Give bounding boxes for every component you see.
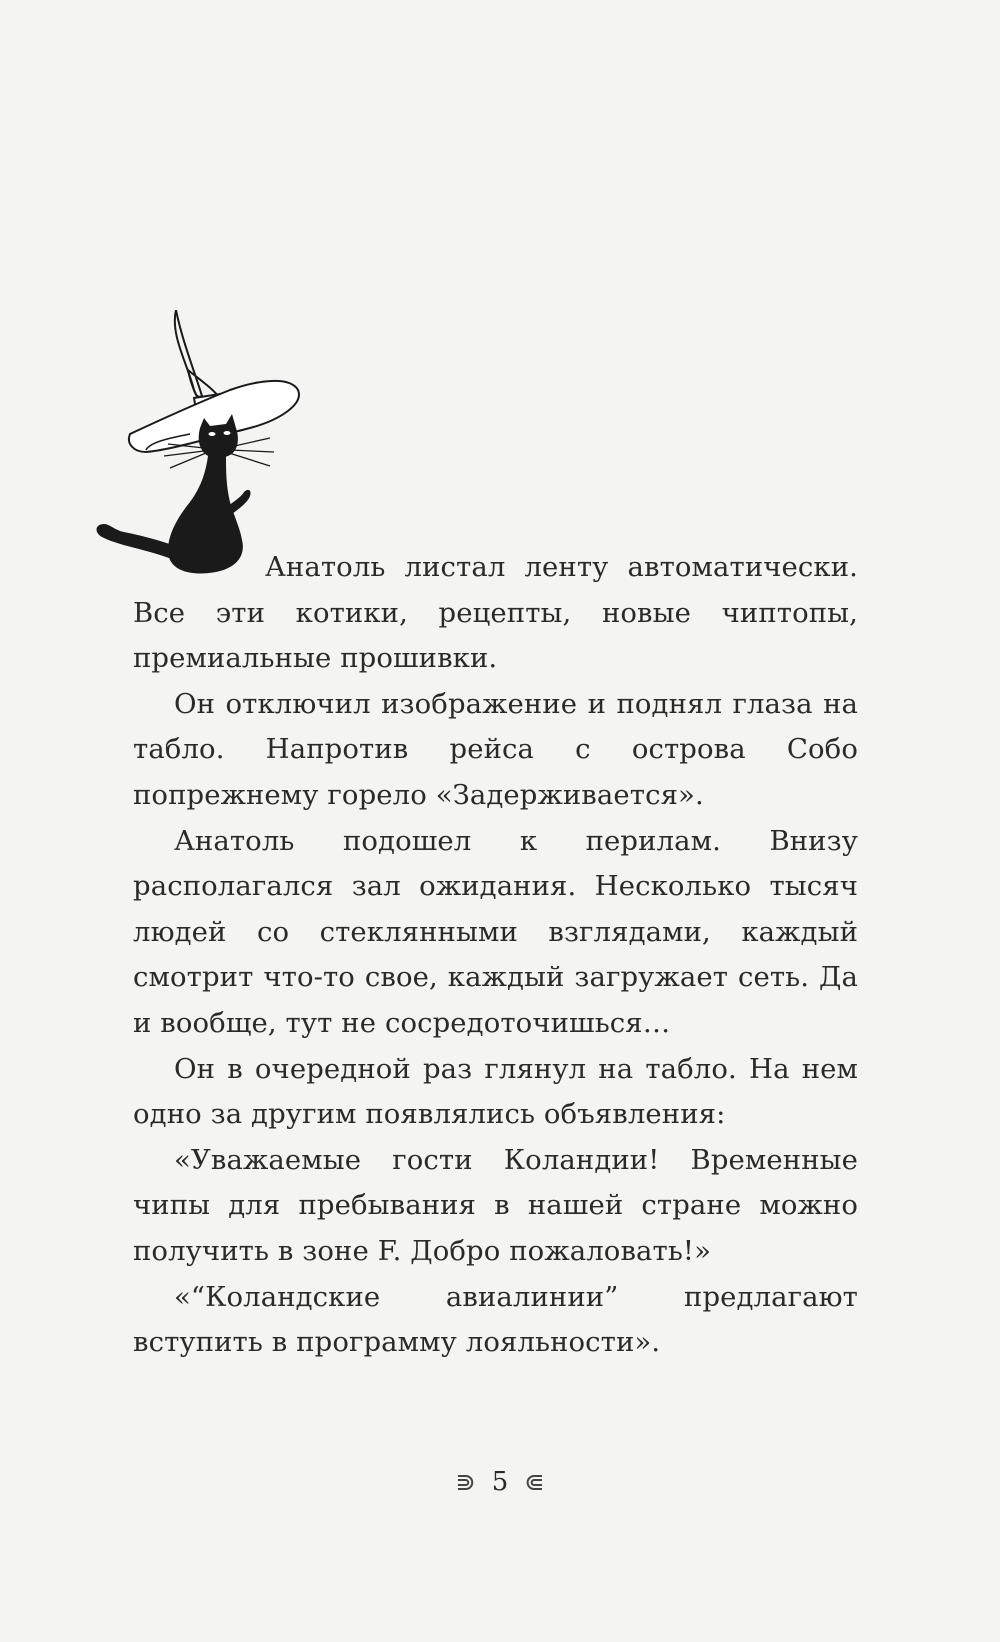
ornament-left-icon: ⋑ <box>455 1468 476 1496</box>
paragraph: «“Коландские авиалинии” предлагают вступить в программу лояльности». <box>133 1280 858 1359</box>
body-text <box>133 545 858 1366</box>
page-number <box>0 1466 1000 1497</box>
paragraph: Анатоль подошел к перилам. Внизу располагался зал ожидания. Несколько тысяч людей со стеклянными взглядами, каждый смотрит что-то свое, каждый загружает сеть. Да и вообще, тут не сосредоточишься… <box>133 824 858 1039</box>
paragraph: Он отключил изображение и поднял глаза на табло. Напротив рейса с острова Собо попрежнему горело «Задерживается». <box>133 687 858 811</box>
paragraph: «Уважаемые гости Коландии! Временные чипы для пребывания в нашей стране можно получить в зоне F. Добро пожаловать!» <box>133 1143 858 1267</box>
ornament-right-icon: ⋐ <box>524 1468 545 1496</box>
paragraph: Анатоль листал ленту автоматически. Все эти котики, рецепты, новые чиптопы, премиальные прошивки. <box>133 551 858 675</box>
page-number-value: 5 <box>491 1467 509 1497</box>
paragraph: Он в очередной раз глянул на табло. На нем одно за другим появлялись объявления: <box>133 1052 858 1131</box>
